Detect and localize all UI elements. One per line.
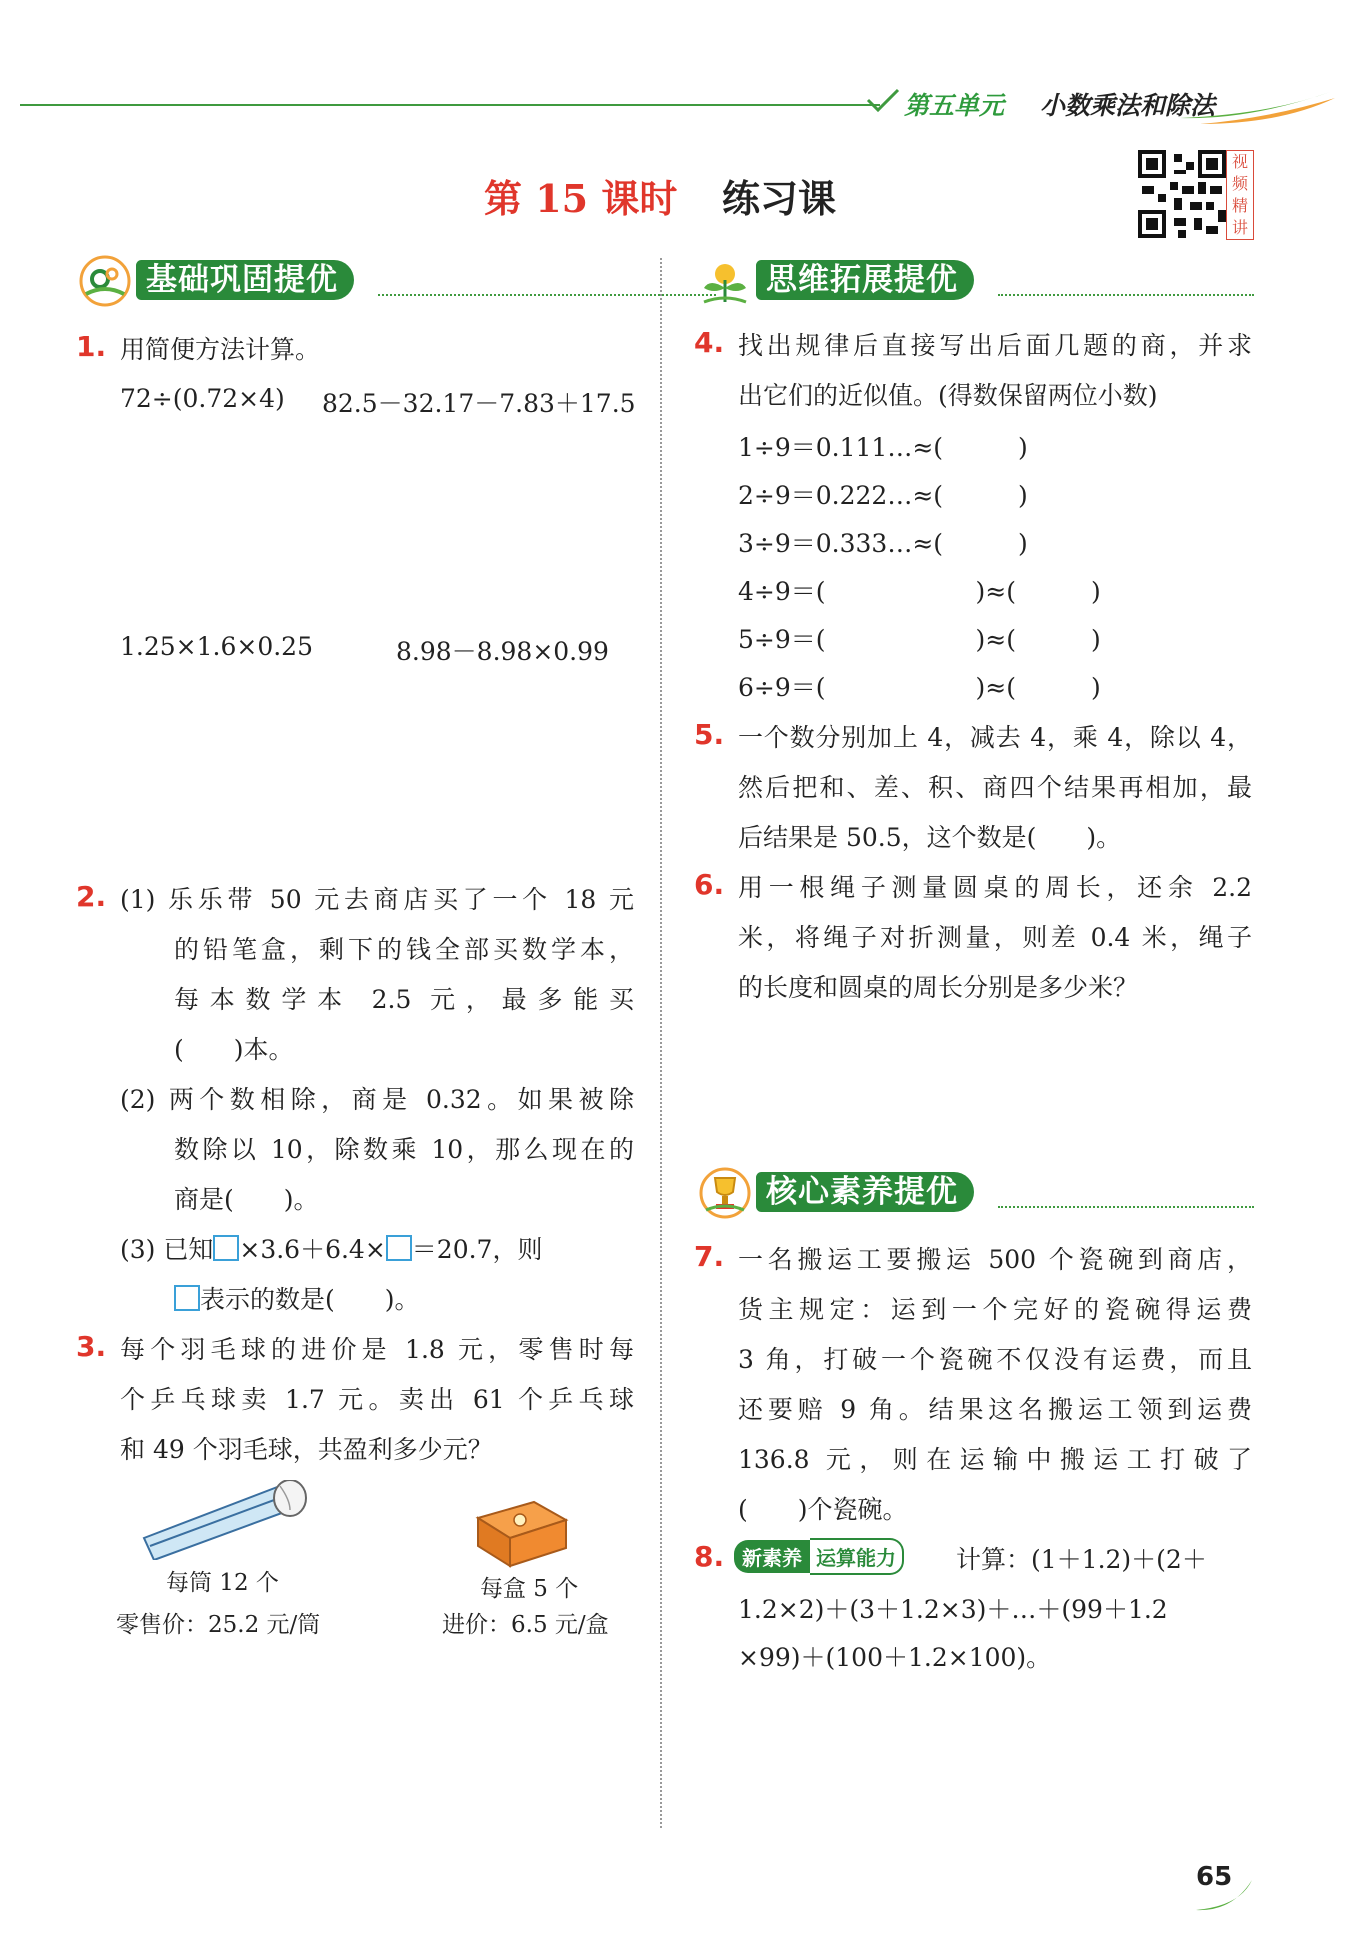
q1-expr-4: 8.98－8.98×0.99 xyxy=(396,637,609,666)
q4-line2: 出它们的近似值。(得数保留两位小数) xyxy=(738,381,1158,410)
q7-line3: 3 角，打破一个瓷碗不仅没有运费，而且 xyxy=(738,1345,1252,1374)
q2-part2-line3: 商是( )。 xyxy=(174,1185,319,1214)
literacy-badge-tag: 运算能力 xyxy=(810,1538,904,1575)
page-number: 65 xyxy=(1196,1862,1233,1892)
q7-line5: 136.8 元，则在运输中搬运工打破了 xyxy=(738,1445,1252,1474)
q7-line2: 货主规定：运到一个完好的瓷碗得运费 xyxy=(738,1295,1252,1324)
q1-text: 用简便方法计算。 xyxy=(120,335,321,364)
qr-video-label: 视频精讲 xyxy=(1226,150,1254,240)
lesson-title: 练习课 xyxy=(722,177,837,221)
sprout-icon xyxy=(698,254,752,308)
q4-row-4: 4÷9＝( )≈( ) xyxy=(738,577,1101,606)
q1-number: 1. xyxy=(76,330,107,363)
q4-row-2: 2÷9＝0.222…≈( ) xyxy=(738,481,1028,510)
q2-part1-line1: (1) 乐乐带 50 元去商店买了一个 18 元 xyxy=(120,885,634,914)
q3-number: 3. xyxy=(76,1330,107,1363)
section-core-label: 核心素养提优 xyxy=(756,1172,974,1212)
q3-line2: 个乒乓球卖 1.7 元。卖出 61 个乒乓球 xyxy=(120,1385,634,1414)
tube-count-label: 每筒 12 个 xyxy=(166,1570,279,1596)
literacy-badge xyxy=(734,1538,904,1575)
section-thinking-header xyxy=(698,254,1254,308)
q4-row-5: 5÷9＝( )≈( ) xyxy=(738,625,1101,654)
q2-part2-line1: (2) 两个数相除，商是 0.32。如果被除 xyxy=(120,1085,634,1114)
header-rule xyxy=(20,104,880,106)
q6-line2: 米，将绳子对折测量，则差 0.4 米，绳子 xyxy=(738,923,1252,952)
box-count-label: 每盒 5 个 xyxy=(480,1576,579,1602)
q2-part3-line1 xyxy=(120,1230,542,1266)
gear-leaf-icon xyxy=(78,254,132,308)
swoosh-decoration-icon xyxy=(1180,88,1340,128)
q4-row-3: 3÷9＝0.333…≈( ) xyxy=(738,529,1028,558)
trophy-icon xyxy=(698,1166,752,1220)
tube-price-label: 零售价：25.2 元/筒 xyxy=(116,1612,321,1638)
section-thinking-label: 思维拓展提优 xyxy=(756,260,974,300)
q7-number: 7. xyxy=(694,1240,725,1273)
q5-line3: 后结果是 50.5，这个数是( )。 xyxy=(738,823,1122,852)
blank-square-icon xyxy=(386,1235,412,1261)
q1-expr-2: 82.5－32.17－7.83＋17.5 xyxy=(322,389,636,418)
q8-line2: 1.2×2)＋(3＋1.2×3)＋…＋(99＋1.2 xyxy=(738,1595,1168,1624)
q2-part3-prefix: (3) 已知 xyxy=(120,1235,214,1264)
q2-number: 2. xyxy=(76,880,107,913)
box-price-label: 进价：6.5 元/盒 xyxy=(442,1612,609,1638)
shuttlecock-tube-icon xyxy=(140,1480,320,1560)
q2-part3-line2 xyxy=(174,1280,420,1316)
section-rule xyxy=(998,1206,1254,1208)
q6-line1: 用一根绳子测量圆桌的周长，还余 2.2 xyxy=(738,873,1252,902)
q2-part1-line3: 每本数学本 2.5 元，最多能买 xyxy=(174,985,634,1014)
q4-line1: 找出规律后直接写出后面几题的商，并求 xyxy=(738,331,1252,360)
q7-line4: 还要赔 9 角。结果这名搬运工领到运费 xyxy=(738,1395,1252,1424)
q1-expr-3: 1.25×1.6×0.25 xyxy=(120,632,313,661)
q1-expr-1: 72÷(0.72×4) xyxy=(120,384,285,413)
q7-line6: ( )个瓷碗。 xyxy=(738,1495,908,1524)
q2-part2-line2: 数除以 10，除数乘 10，那么现在的 xyxy=(174,1135,634,1164)
section-basic-header xyxy=(78,254,638,308)
q2-part3-suffix: ＝20.7，则 xyxy=(411,1235,543,1264)
q5-line2: 然后把和、差、积、商四个结果再相加，最 xyxy=(738,773,1252,802)
q4-number: 4. xyxy=(694,326,725,359)
q2-part3-line2-text: 表示的数是( )。 xyxy=(200,1285,420,1314)
q5-line1: 一个数分别加上 4，减去 4，乘 4，除以 4， xyxy=(738,723,1252,752)
unit-subtitle: 小数乘法和除法 xyxy=(1040,91,1216,120)
blank-square-icon xyxy=(174,1285,200,1311)
section-rule xyxy=(378,294,716,296)
q2-part1-line4: ( )本。 xyxy=(174,1035,294,1064)
section-rule xyxy=(998,294,1254,296)
q5-number: 5. xyxy=(694,718,725,751)
q4-row-6: 6÷9＝( )≈( ) xyxy=(738,673,1101,702)
pingpong-box-icon xyxy=(474,1494,570,1570)
q3-line1: 每个羽毛球的进价是 1.8 元，零售时每 xyxy=(120,1335,634,1364)
q2-part1-line2: 的铅笔盒，剩下的钱全部买数学本， xyxy=(174,935,634,964)
q6-line3: 的长度和圆桌的周长分别是多少米？ xyxy=(738,973,1139,1002)
q6-number: 6. xyxy=(694,868,725,901)
column-divider xyxy=(660,258,662,1828)
unit-label: 第五单元 xyxy=(904,91,1005,120)
lesson-number: 第 15 课时 xyxy=(484,176,678,221)
q8-line1: 计算：(1＋1.2)＋(2＋ xyxy=(956,1545,1207,1574)
page-swoosh-icon xyxy=(1196,1876,1256,1916)
q8-number: 8. xyxy=(694,1540,725,1573)
q7-line1: 一名搬运工要搬运 500 个瓷碗到商店， xyxy=(738,1245,1252,1274)
leaf-check-icon xyxy=(866,86,902,116)
section-core-header xyxy=(698,1166,1254,1220)
q8-line3: ×99)＋(100＋1.2×100)。 xyxy=(738,1643,1052,1672)
q2-part3-mid: ×3.6＋6.4× xyxy=(239,1235,386,1264)
qr-code-icon[interactable] xyxy=(1138,150,1226,238)
q4-row-1: 1÷9＝0.111…≈( ) xyxy=(738,433,1028,462)
literacy-badge-main: 新素养 xyxy=(734,1540,810,1573)
blank-square-icon xyxy=(213,1235,239,1261)
q3-line3: 和 49 个羽毛球，共盈利多少元？ xyxy=(120,1435,493,1464)
section-basic-label: 基础巩固提优 xyxy=(136,260,354,300)
